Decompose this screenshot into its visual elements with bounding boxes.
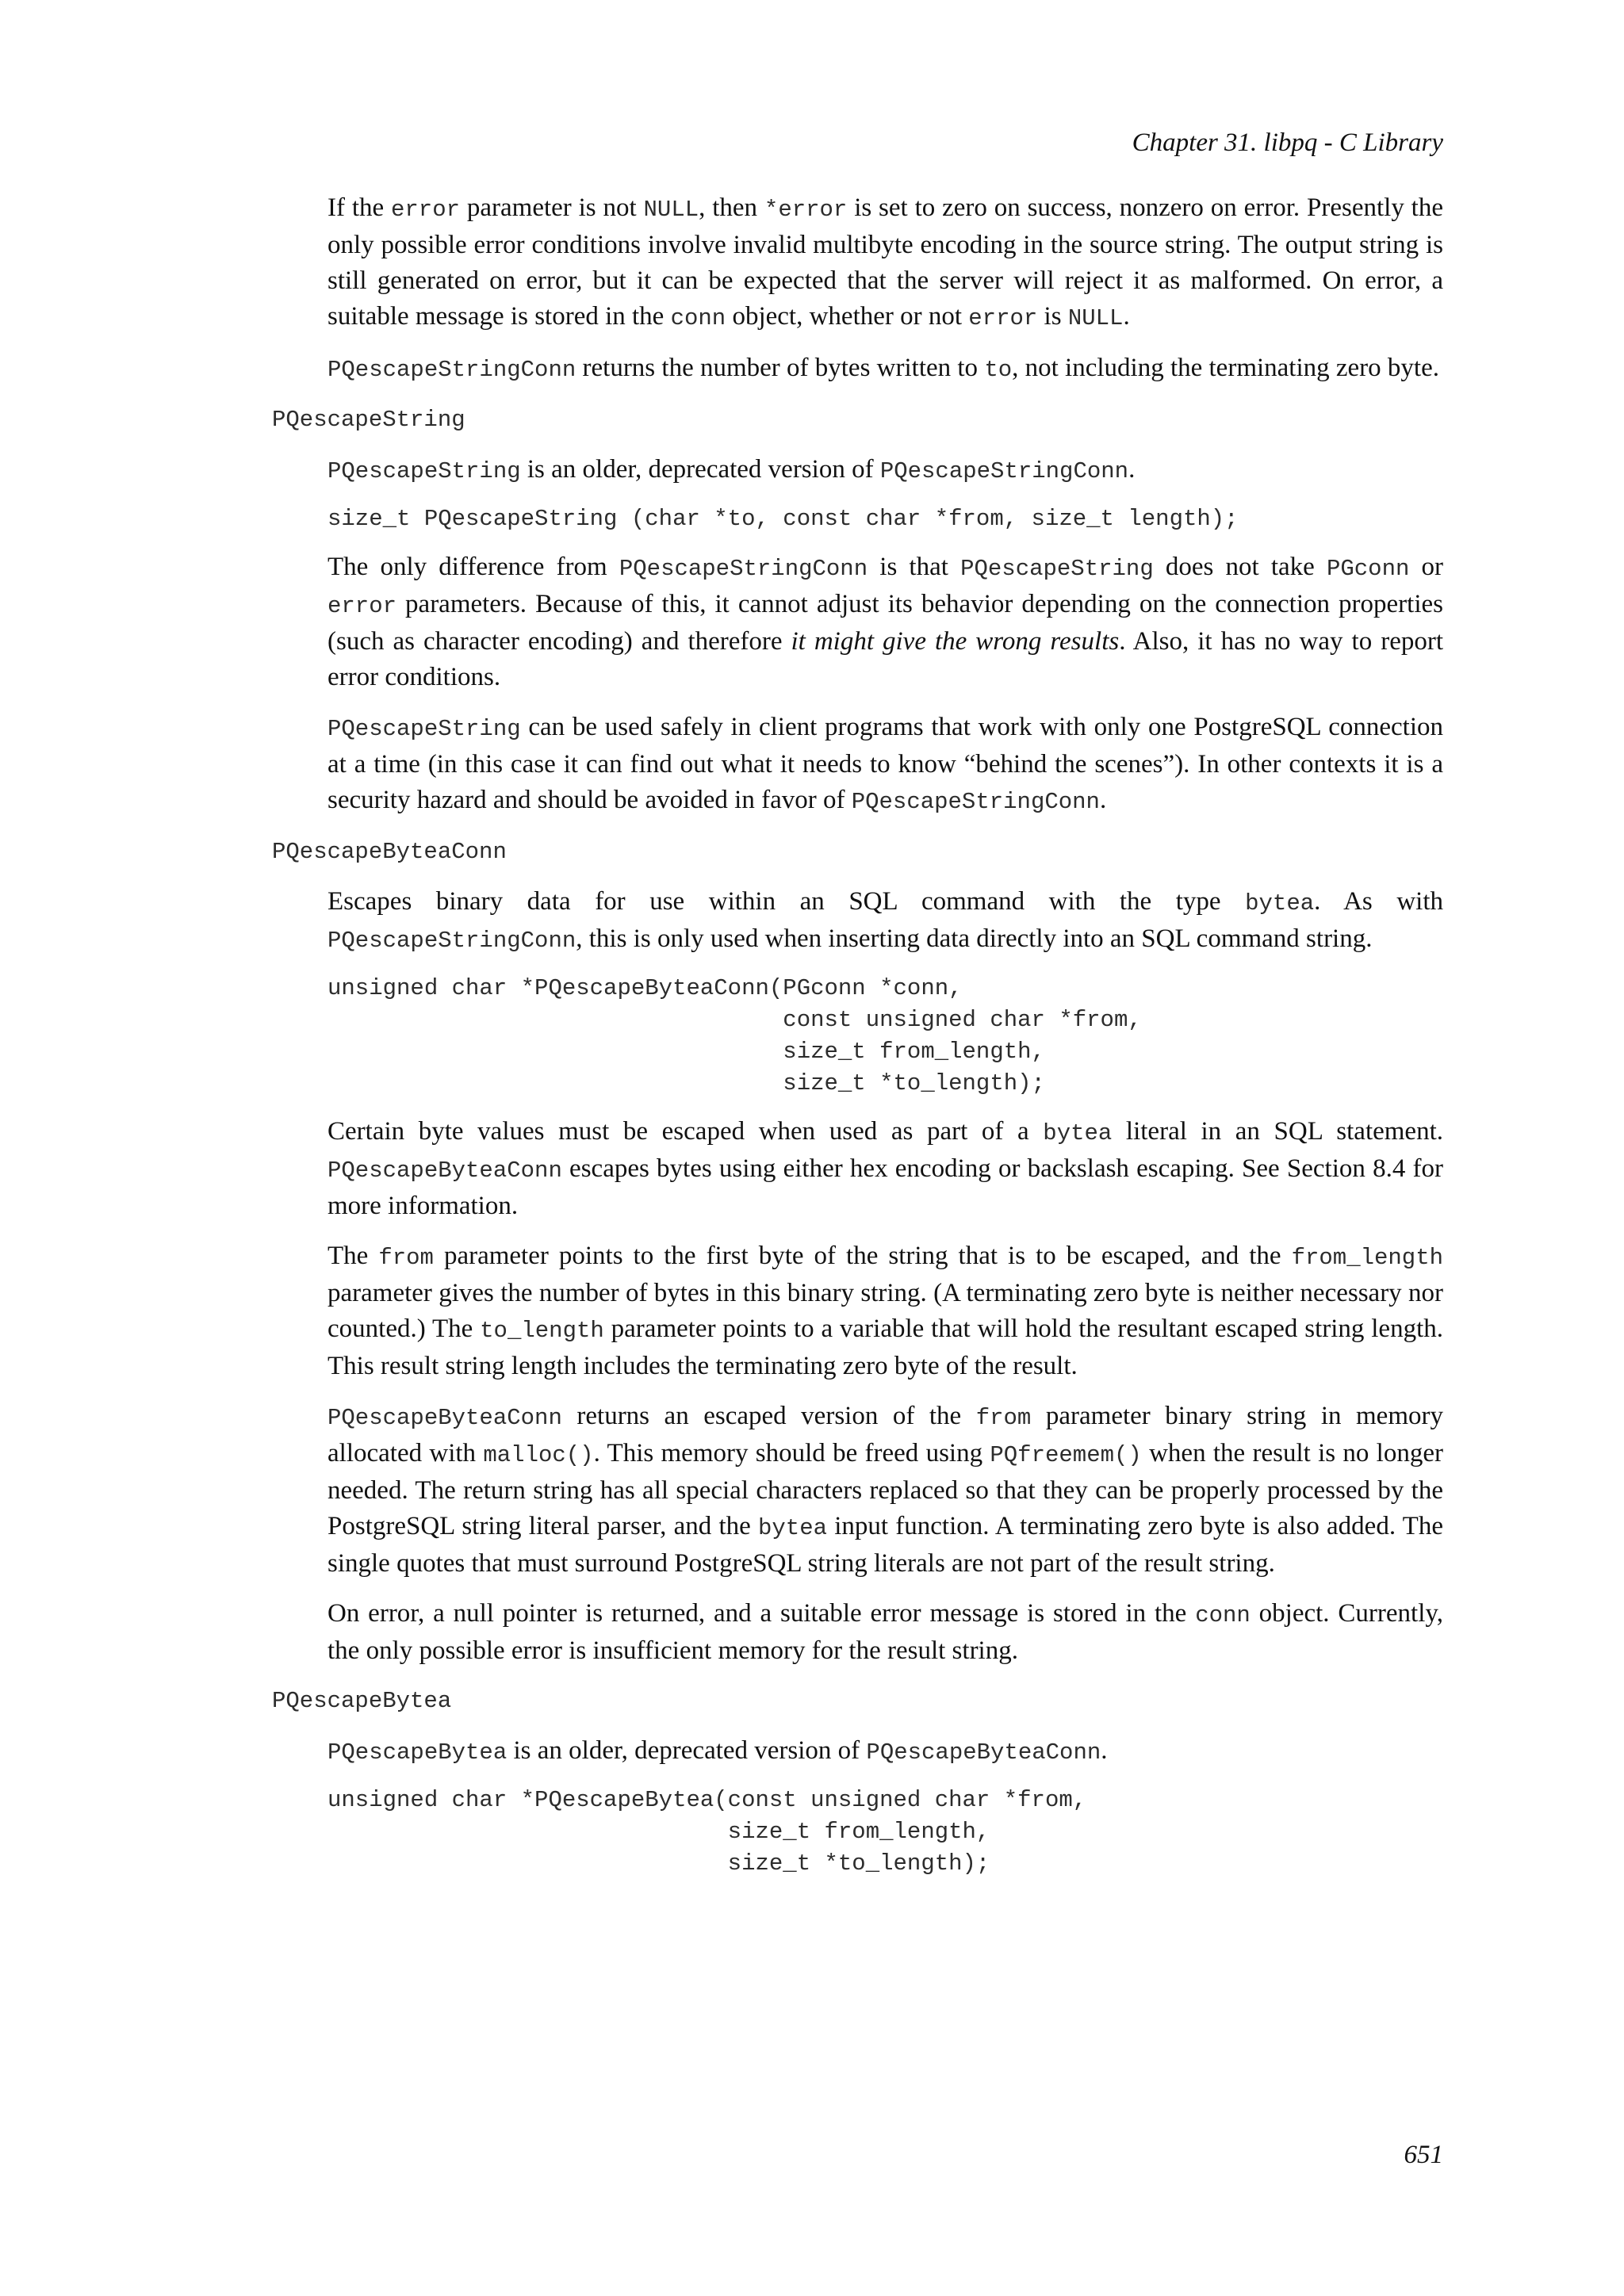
- paragraph-return-value: PQescapeStringConn returns the number of bytes written to to, not including the terminating zero byte.: [327, 354, 1439, 383]
- paragraph-error-param: If the error parameter is not NULL, then *error is set to zero on success, nonzero on error. Presently the only possible error conditions involve invalid multibyte encoding in the source string. The output string is still generated on error, but it can be expected that the server will reject it as malformed. On error, a suitable message is stored in the conn object, whether or not error is NULL.: [327, 193, 1444, 331]
- code-synopsis-pqescapestring: size_t PQescapeString (char *to, const char *from, size_t length);: [327, 506, 1239, 532]
- paragraph-deprecated-bytea: PQescapeBytea is an older, deprecated version of PQescapeByteaConn.: [327, 1736, 1108, 1766]
- code-synopsis-pqescapebytea: unsigned char *PQescapeBytea(const unsigned char *from, size_t from_length, size_t *to_length);: [327, 1787, 1087, 1877]
- paragraph-difference: The only difference from PQescapeStringConn is that PQescapeString does not take PGconn or error parameters. Because of this, it cannot adjust its behavior depending on the connection properties (such as character encoding) and therefore it might give the wrong results. Also, it has no way to report error conditions.: [327, 553, 1444, 691]
- paragraph-byte-values: Certain byte values must be escaped when used as part of a bytea literal in an SQL statement. PQescapeByteaConn escapes bytes using either hex encoding or backslash escaping. See Section 8.4 for more information.: [327, 1117, 1443, 1220]
- paragraph-returns-escaped: PQescapeByteaConn returns an escaped version of the from parameter binary string in memory allocated with malloc(). This memory should be freed using PQfreemem() when the result is no longer needed. The return string has all special characters replaced so that they can be properly processed by the PostgreSQL string literal parser, and the bytea input function. A terminating zero byte is also added. The single quotes that must surround PostgreSQL string literals are not part of the result string.: [327, 1402, 1443, 1578]
- paragraph-deprecated-string: PQescapeString is an older, deprecated version of PQescapeStringConn.: [327, 455, 1136, 484]
- page-content: [272, 190, 1444, 1894]
- term-pqescapebytea: PQescapeBytea: [272, 1688, 452, 1714]
- paragraph-escapes-binary: Escapes binary data for use within an SQL command with the type bytea. As with PQescapeStringConn, this is only used when inserting data directly into an SQL command string.: [327, 887, 1443, 954]
- paragraph-security-hazard: PQescapeString can be used safely in client programs that work with only one PostgreSQL connection at a time (in this case it can find out what it needs to know “behind the scenes”). In other contexts it is a security hazard and should be avoided in favor of PQescapeStringConn.: [327, 713, 1443, 815]
- running-header: Chapter 31. libpq - C Library: [1132, 128, 1443, 157]
- term-pqescapebyteaconn: PQescapeByteaConn: [272, 839, 507, 865]
- paragraph-on-error: On error, a null pointer is returned, and a suitable error message is stored in the conn object. Currently, the only possible error is insufficient memory for the result string.: [327, 1599, 1443, 1665]
- paragraph-from-parameter: The from parameter points to the first byte of the string that is to be escaped, and the from_length parameter gives the number of bytes in this binary string. (A terminating zero byte is neither necessary nor counted.) The to_length parameter points to a variable that will hold the resultant escaped string length. This result string length includes the terminating zero byte of the result.: [327, 1242, 1444, 1380]
- term-pqescapestring: PQescapeString: [272, 407, 465, 433]
- page-number: 651: [1404, 2141, 1443, 2169]
- code-synopsis-pqescapebyteaconn: unsigned char *PQescapeByteaConn(PGconn *conn, const unsigned char *from, size_t from_length, size_t *to_length);: [327, 975, 1142, 1096]
